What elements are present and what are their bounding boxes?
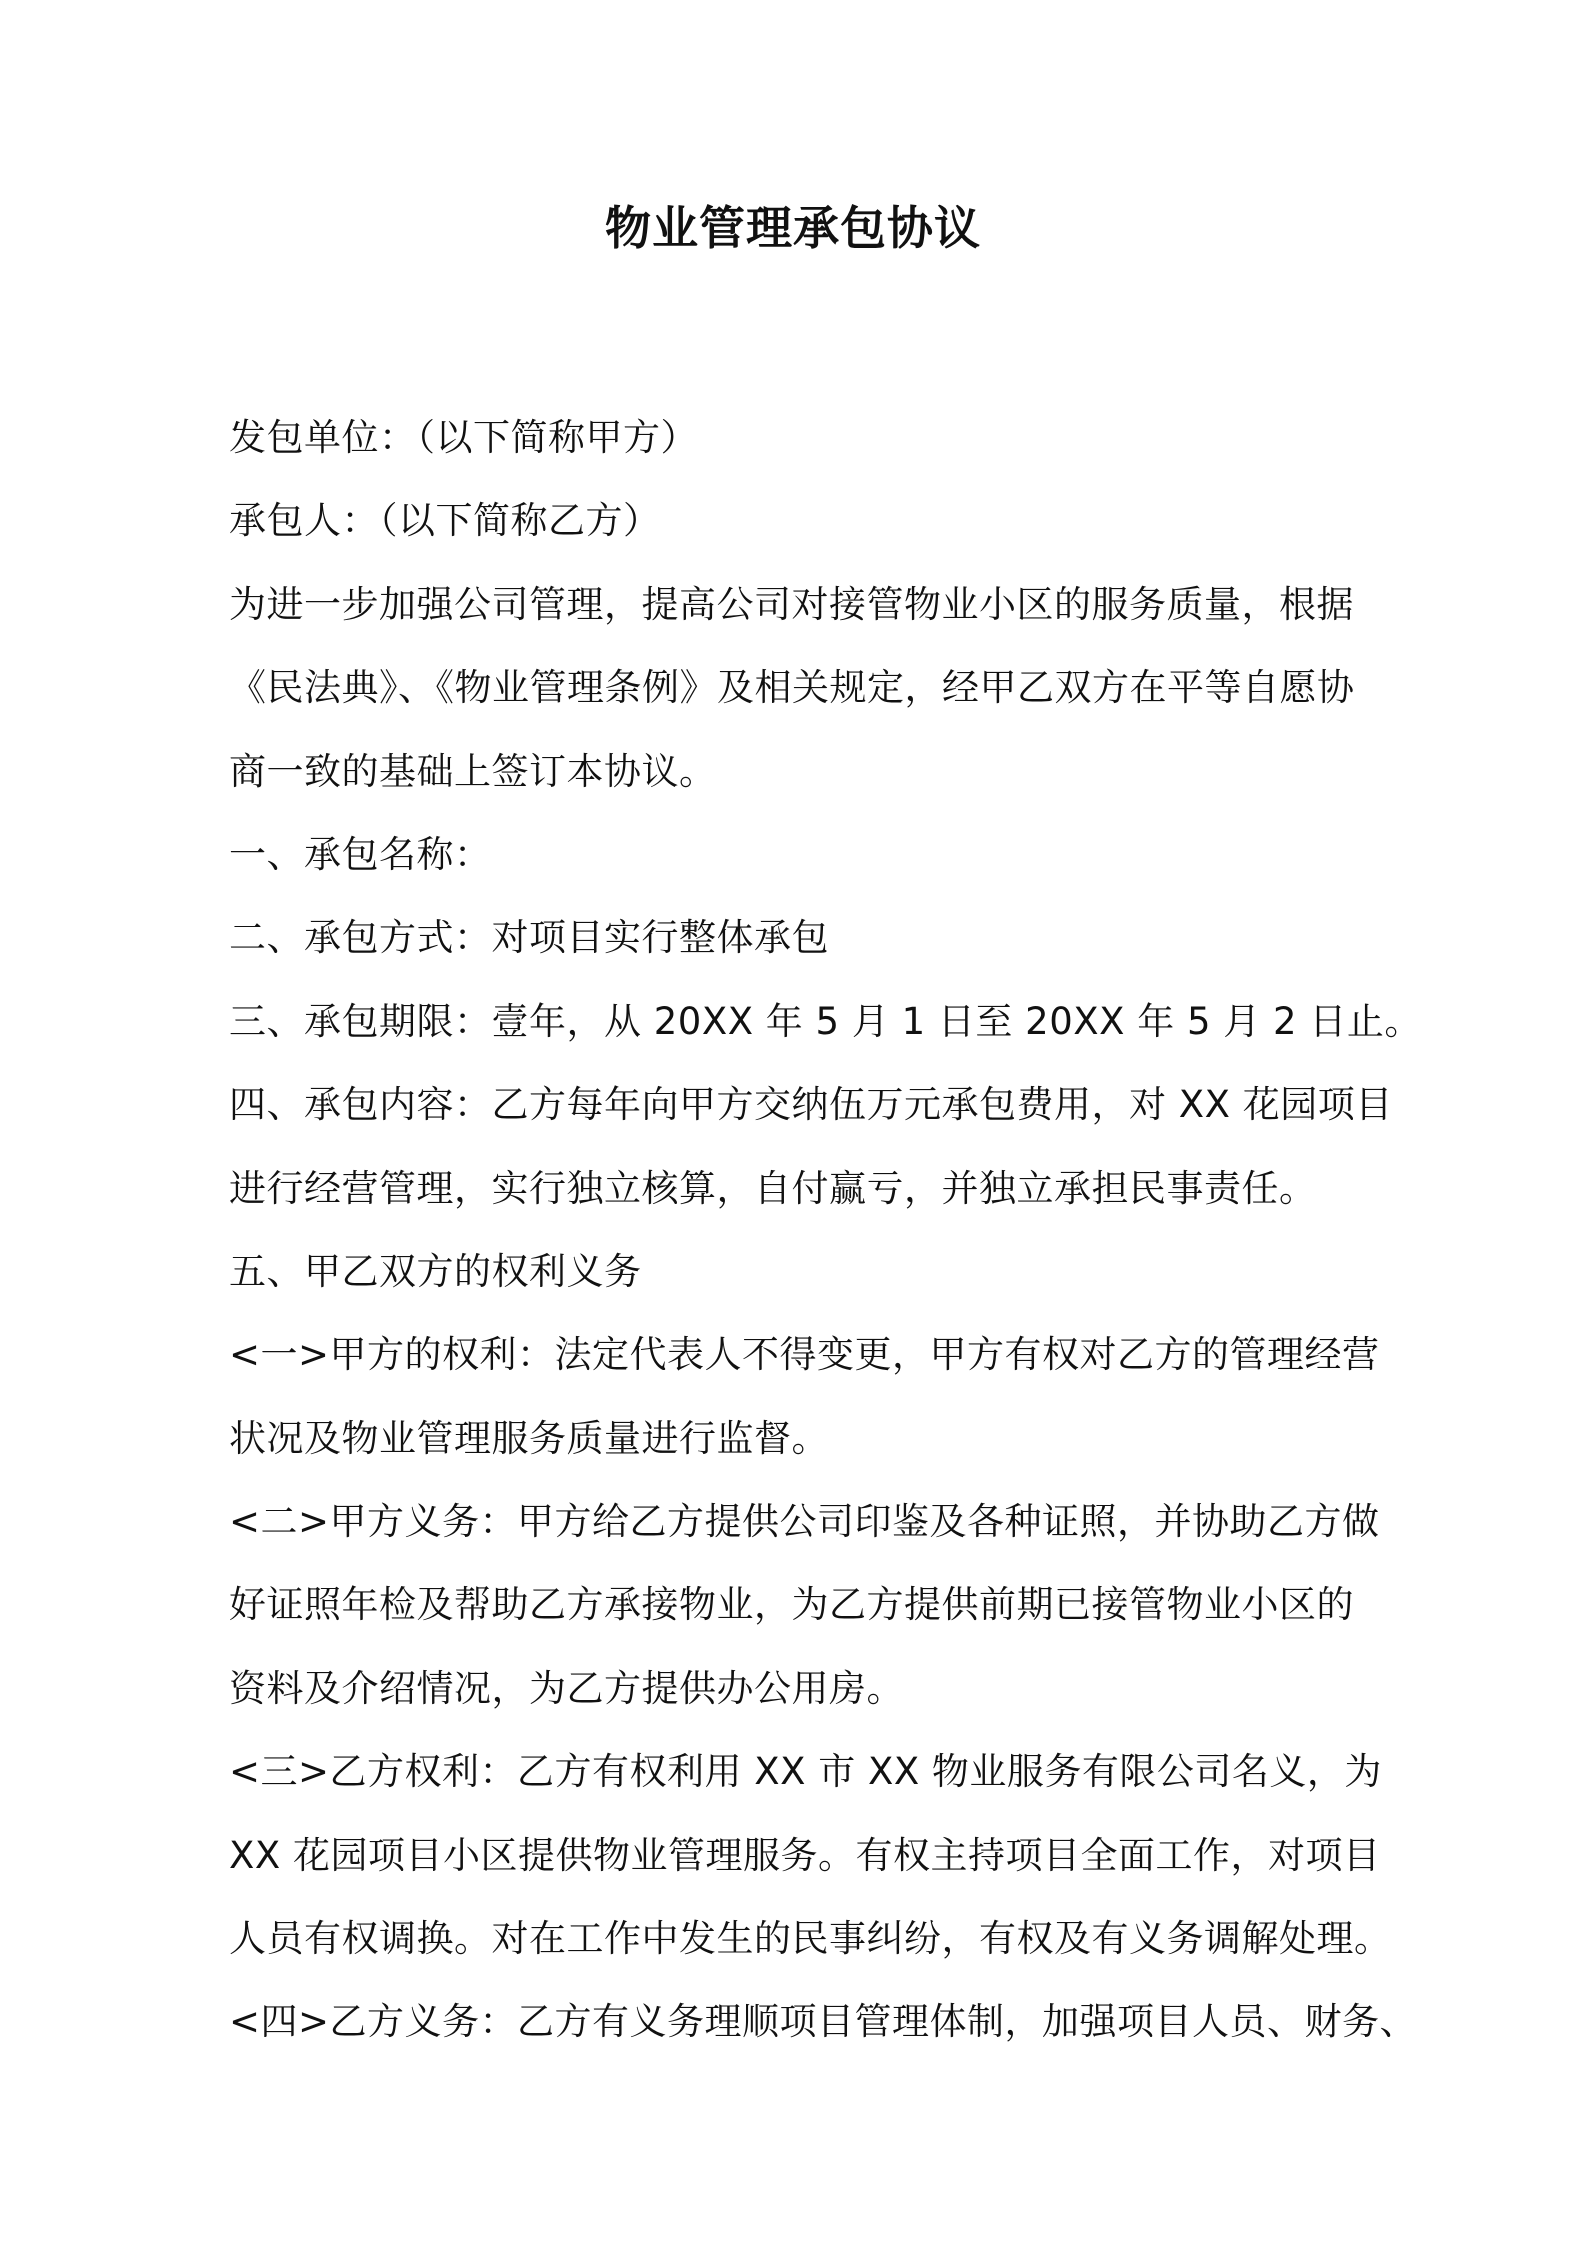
text-line: <三>乙方权利：乙方有权利用 XX 市 XX 物业服务有限公司名义，为 xyxy=(229,1750,1382,1794)
text-line: 发包单位：（以下简称甲方） xyxy=(229,416,698,459)
text-line: 二、承包方式：对项目实行整体承包 xyxy=(229,916,829,960)
text-line: 《民法典》、《物业管理条例》及相关规定，经甲乙双方在平等自愿协 xyxy=(229,666,1355,710)
text-line: 人员有权调换。对在工作中发生的民事纠纷，有权及有义务调解处理。 xyxy=(229,1917,1392,1961)
text-line: <一>甲方的权利：法定代表人不得变更，甲方有权对乙方的管理经营 xyxy=(229,1333,1380,1377)
text-line: 为进一步加强公司管理，提高公司对接管物业小区的服务质量，根据 xyxy=(229,582,1354,626)
text-line: 四、承包内容：乙方每年向甲方交纳伍万元承包费用，对 XX 花园项目 xyxy=(229,1083,1393,1127)
text-line: <二>甲方义务：甲方给乙方提供公司印鉴及各种证照，并协助乙方做 xyxy=(229,1500,1380,1544)
text-line: 好证照年检及帮助乙方承接物业，为乙方提供前期已接管物业小区的 xyxy=(229,1583,1354,1627)
text-line: XX 花园项目小区提供物业管理服务。有权主持项目全面工作，对项目 xyxy=(229,1833,1381,1877)
document-title: 物业管理承包协议 xyxy=(605,201,981,255)
text-line: 商一致的基础上签订本协议。 xyxy=(229,749,717,793)
text-line: 三、承包期限：壹年，从 20XX 年 5 月 1 日至 20XX 年 5 月 2 日止。 xyxy=(229,999,1422,1043)
document-body xyxy=(229,396,1422,2064)
text-line: 进行经营管理，实行独立核算，自付赢亏，并独立承担民事责任。 xyxy=(229,1166,1317,1210)
text-line: 状况及物业管理服务质量进行监督。 xyxy=(229,1416,829,1460)
text-line: 资料及介绍情况，为乙方提供办公用房。 xyxy=(229,1666,904,1710)
text-line: 五、甲乙双方的权利义务 xyxy=(229,1249,642,1293)
text-line: <四>乙方义务：乙方有义务理顺项目管理体制，加强项目人员、财务、 xyxy=(229,2000,1418,2044)
text-line: 一、承包名称： xyxy=(229,832,492,876)
text-line: 承包人：（以下简称乙方） xyxy=(229,499,661,543)
